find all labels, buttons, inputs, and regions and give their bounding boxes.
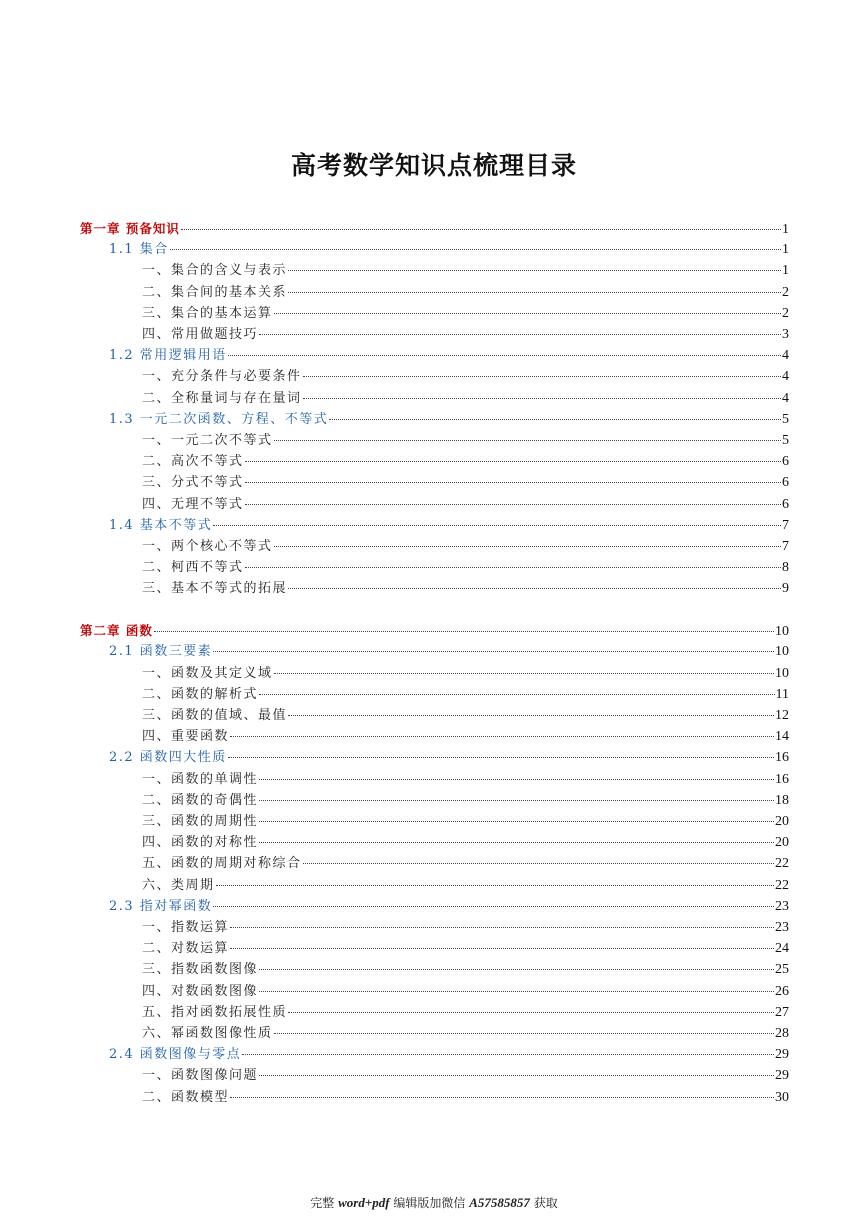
toc-entry-label: 五、函数的周期对称综合 (142, 856, 302, 872)
toc-dot-leader (259, 1075, 774, 1076)
toc-page-number: 16 (775, 750, 789, 766)
toc-dot-leader (230, 948, 774, 949)
toc-entry-label: 三、集合的基本运算 (142, 305, 273, 321)
footer-text-format: word+pdf (338, 1195, 390, 1210)
toc-section-entry[interactable] (109, 515, 789, 536)
toc-dot-leader (274, 440, 781, 441)
toc-subsection-entry[interactable] (142, 684, 789, 705)
toc-dot-leader (181, 229, 781, 230)
toc-entry-label: 二、函数模型 (142, 1089, 230, 1105)
toc-dot-leader (288, 715, 774, 716)
toc-subsection-entry[interactable] (142, 451, 789, 472)
toc-page-number: 5 (782, 411, 789, 427)
toc-page-number: 29 (775, 1068, 789, 1084)
toc-section-entry[interactable] (109, 409, 789, 430)
toc-entry-label: 四、函数的对称性 (142, 835, 259, 851)
toc-entry-label: 2.4 函数图像与零点 (109, 1047, 242, 1063)
toc-dot-leader (274, 1033, 774, 1034)
toc-dot-leader (274, 313, 781, 314)
toc-page-number: 6 (782, 496, 789, 512)
toc-entry-label: 四、常用做题技巧 (142, 327, 259, 342)
toc-subsection-entry[interactable] (142, 324, 789, 345)
toc-entry-label: 一、两个核心不等式 (142, 539, 273, 554)
toc-entry-label: 二、函数的解析式 (142, 686, 259, 702)
toc-entry-label: 1.4 基本不等式 (109, 517, 213, 533)
toc-section-entry[interactable] (109, 896, 789, 917)
toc-page-number: 24 (775, 941, 789, 957)
toc-subsection-entry[interactable] (142, 769, 789, 790)
toc-entry-label: 一、充分条件与必要条件 (142, 369, 302, 385)
footer-text-contact: A57585857 (469, 1195, 530, 1210)
toc-entry-label: 一、函数图像问题 (142, 1068, 259, 1084)
toc-entry-label: 四、对数函数图像 (142, 983, 259, 999)
toc-entry-label: 1.3 一元二次函数、方程、不等式 (109, 411, 329, 427)
toc-entry-label: 2.1 函数三要素 (109, 644, 213, 660)
toc-dot-leader (303, 863, 774, 864)
toc-subsection-entry[interactable] (142, 811, 789, 832)
toc-dot-leader (230, 736, 774, 737)
page-title: 高考数学知识点梳理目录 (290, 151, 577, 180)
toc-subsection-entry[interactable] (142, 557, 789, 578)
toc-entry-label: 二、高次不等式 (142, 454, 244, 470)
toc-dot-leader (228, 757, 774, 758)
toc-dot-leader (259, 991, 774, 992)
toc-page-number: 2 (782, 305, 789, 321)
toc-page-number: 5 (782, 433, 789, 448)
toc-page-number: 11 (775, 686, 789, 702)
toc-dot-leader (213, 525, 781, 526)
toc-subsection-entry[interactable] (142, 578, 789, 599)
toc-page-number: 6 (782, 454, 789, 470)
toc-page-number: 10 (775, 644, 789, 660)
toc-dot-leader (245, 504, 781, 505)
toc-entry-label: 第二章 函数 (80, 623, 153, 639)
toc-section-entry[interactable] (109, 239, 789, 260)
toc-entry-label: 一、指数运算 (142, 919, 230, 935)
toc-entry-label: 四、无理不等式 (142, 496, 244, 512)
toc-subsection-entry[interactable] (142, 705, 789, 726)
toc-page-number: 7 (782, 517, 789, 533)
toc-entry-label: 二、柯西不等式 (142, 560, 244, 576)
toc-page-number: 4 (782, 390, 789, 406)
toc-dot-leader (274, 673, 774, 674)
toc-entry-label: 一、函数的单调性 (142, 771, 259, 787)
toc-chapter-entry[interactable] (80, 218, 789, 239)
toc-section-entry[interactable] (109, 345, 789, 366)
footer-text-pre: 完整 (310, 1196, 339, 1210)
toc-dot-leader (259, 779, 774, 780)
toc-dot-leader (245, 482, 781, 483)
toc-page-number: 2 (782, 284, 789, 300)
toc-entry-label: 1.2 常用逻辑用语 (109, 348, 227, 364)
toc-page-number: 30 (775, 1089, 789, 1105)
toc-subsection-entry[interactable] (142, 853, 789, 874)
toc-page-number: 29 (775, 1047, 789, 1063)
toc-page-number: 1 (782, 263, 789, 279)
toc-subsection-entry[interactable] (142, 494, 789, 515)
toc-subsection-entry[interactable] (142, 663, 789, 684)
toc-page-number: 3 (782, 327, 789, 342)
toc-dot-leader (259, 694, 775, 695)
toc-entry-label: 2.2 函数四大性质 (109, 750, 227, 766)
toc-entry-label: 一、函数及其定义域 (142, 665, 273, 681)
toc-subsection-entry[interactable] (142, 726, 789, 747)
toc-dot-leader (213, 906, 774, 907)
toc-dot-leader (259, 800, 774, 801)
toc-dot-leader (329, 419, 781, 420)
toc-dot-leader (288, 270, 781, 271)
toc-entry-label: 二、函数的奇偶性 (142, 792, 259, 808)
toc-dot-leader (288, 588, 781, 589)
toc-subsection-entry[interactable] (142, 1087, 789, 1108)
toc-entry-label: 第一章 预备知识 (80, 221, 180, 236)
toc-page-number: 4 (782, 369, 789, 385)
toc-entry-label: 二、集合间的基本关系 (142, 284, 288, 300)
toc-page-number: 9 (782, 581, 789, 597)
toc-subsection-entry[interactable] (142, 875, 789, 896)
toc-dot-leader (245, 461, 781, 462)
toc-page-number: 28 (775, 1025, 789, 1041)
toc-page-number: 10 (775, 665, 789, 681)
toc-subsection-entry[interactable] (142, 430, 789, 451)
toc-entry-label: 三、指数函数图像 (142, 962, 259, 978)
toc-subsection-entry[interactable] (142, 260, 789, 281)
toc-section-entry[interactable] (109, 641, 789, 662)
footer-text-mid: 编辑版加微信 (389, 1196, 470, 1210)
toc-entry-label: 五、指对函数拓展性质 (142, 1004, 288, 1020)
toc-subsection-entry[interactable] (142, 303, 789, 324)
toc-entry-label: 一、一元二次不等式 (142, 433, 273, 448)
toc-dot-leader (259, 969, 774, 970)
toc-page-number: 26 (775, 983, 789, 999)
toc-chapter-entry[interactable] (80, 620, 789, 641)
toc-dot-leader (274, 546, 781, 547)
toc-dot-leader (303, 376, 781, 377)
toc-dot-leader (259, 821, 774, 822)
toc-entry-label: 六、类周期 (142, 877, 215, 893)
toc-page-number: 8 (782, 560, 789, 576)
toc-dot-leader (154, 631, 774, 632)
toc-dot-leader (216, 885, 774, 886)
toc-dot-leader (230, 927, 774, 928)
toc-dot-leader (245, 567, 781, 568)
toc-subsection-entry[interactable] (142, 981, 789, 1002)
toc-dot-leader (259, 334, 781, 335)
toc-dot-leader (170, 249, 781, 250)
toc-page-number: 16 (775, 771, 789, 787)
toc-dot-leader (303, 398, 781, 399)
toc-page-number: 1 (782, 242, 789, 258)
toc-page-number: 23 (775, 898, 789, 914)
toc-subsection-entry[interactable] (142, 1065, 789, 1086)
toc-page-number: 7 (782, 539, 789, 554)
toc-entry-label: 三、函数的值域、最值 (142, 707, 288, 723)
toc-subsection-entry[interactable] (142, 1023, 789, 1044)
toc-dot-leader (288, 292, 781, 293)
toc-subsection-entry[interactable] (142, 832, 789, 853)
toc-page-number: 4 (782, 348, 789, 364)
toc-entry-label: 一、集合的含义与表示 (142, 263, 288, 279)
toc-page-number: 22 (775, 856, 789, 872)
toc-subsection-entry[interactable] (142, 790, 789, 811)
toc-subsection-entry[interactable] (142, 959, 789, 980)
toc-section-entry[interactable] (109, 1044, 789, 1065)
toc-entry-label: 二、对数运算 (142, 941, 230, 957)
footer-text-post: 获取 (529, 1196, 558, 1210)
toc-page-number: 20 (775, 813, 789, 829)
toc-subsection-entry[interactable] (142, 1002, 789, 1023)
toc-entry-label: 四、重要函数 (142, 729, 230, 745)
toc-page-number: 14 (775, 729, 789, 745)
toc-page-number: 27 (775, 1004, 789, 1020)
toc-subsection-entry[interactable] (142, 536, 789, 557)
toc-section-entry[interactable] (109, 747, 789, 768)
toc-dot-leader (228, 355, 781, 356)
toc-entry-label: 2.3 指对幂函数 (109, 898, 213, 914)
toc-subsection-entry[interactable] (142, 388, 789, 409)
toc-entry-label: 三、分式不等式 (142, 475, 244, 491)
toc-entry-label: 二、全称量词与存在量词 (142, 390, 302, 406)
toc-subsection-entry[interactable] (142, 917, 789, 938)
toc-subsection-entry[interactable] (142, 472, 789, 493)
toc-page-number: 18 (775, 792, 789, 808)
toc-entry-label: 六、幂函数图像性质 (142, 1025, 273, 1041)
toc-page-number: 10 (775, 624, 789, 640)
toc-subsection-entry[interactable] (142, 938, 789, 959)
toc-dot-leader (230, 1097, 774, 1098)
toc-subsection-entry[interactable] (142, 282, 789, 303)
toc-subsection-entry[interactable] (142, 366, 789, 387)
toc-page-number: 12 (775, 707, 789, 723)
toc-dot-leader (288, 1012, 774, 1013)
toc-page-number: 20 (775, 835, 789, 851)
toc-entry-label: 三、函数的周期性 (142, 813, 259, 829)
toc-entry-label: 三、基本不等式的拓展 (142, 581, 288, 597)
footer-note (0, 1194, 868, 1211)
toc-page-number: 1 (782, 222, 789, 237)
toc-page-number: 25 (775, 962, 789, 978)
toc-page-number: 23 (775, 919, 789, 935)
toc-entry-label: 1.1 集合 (109, 242, 169, 258)
toc-page-number: 6 (782, 475, 789, 491)
toc-dot-leader (242, 1054, 774, 1055)
toc-page-number: 22 (775, 877, 789, 893)
toc-dot-leader (259, 842, 774, 843)
toc-dot-leader (213, 651, 774, 652)
